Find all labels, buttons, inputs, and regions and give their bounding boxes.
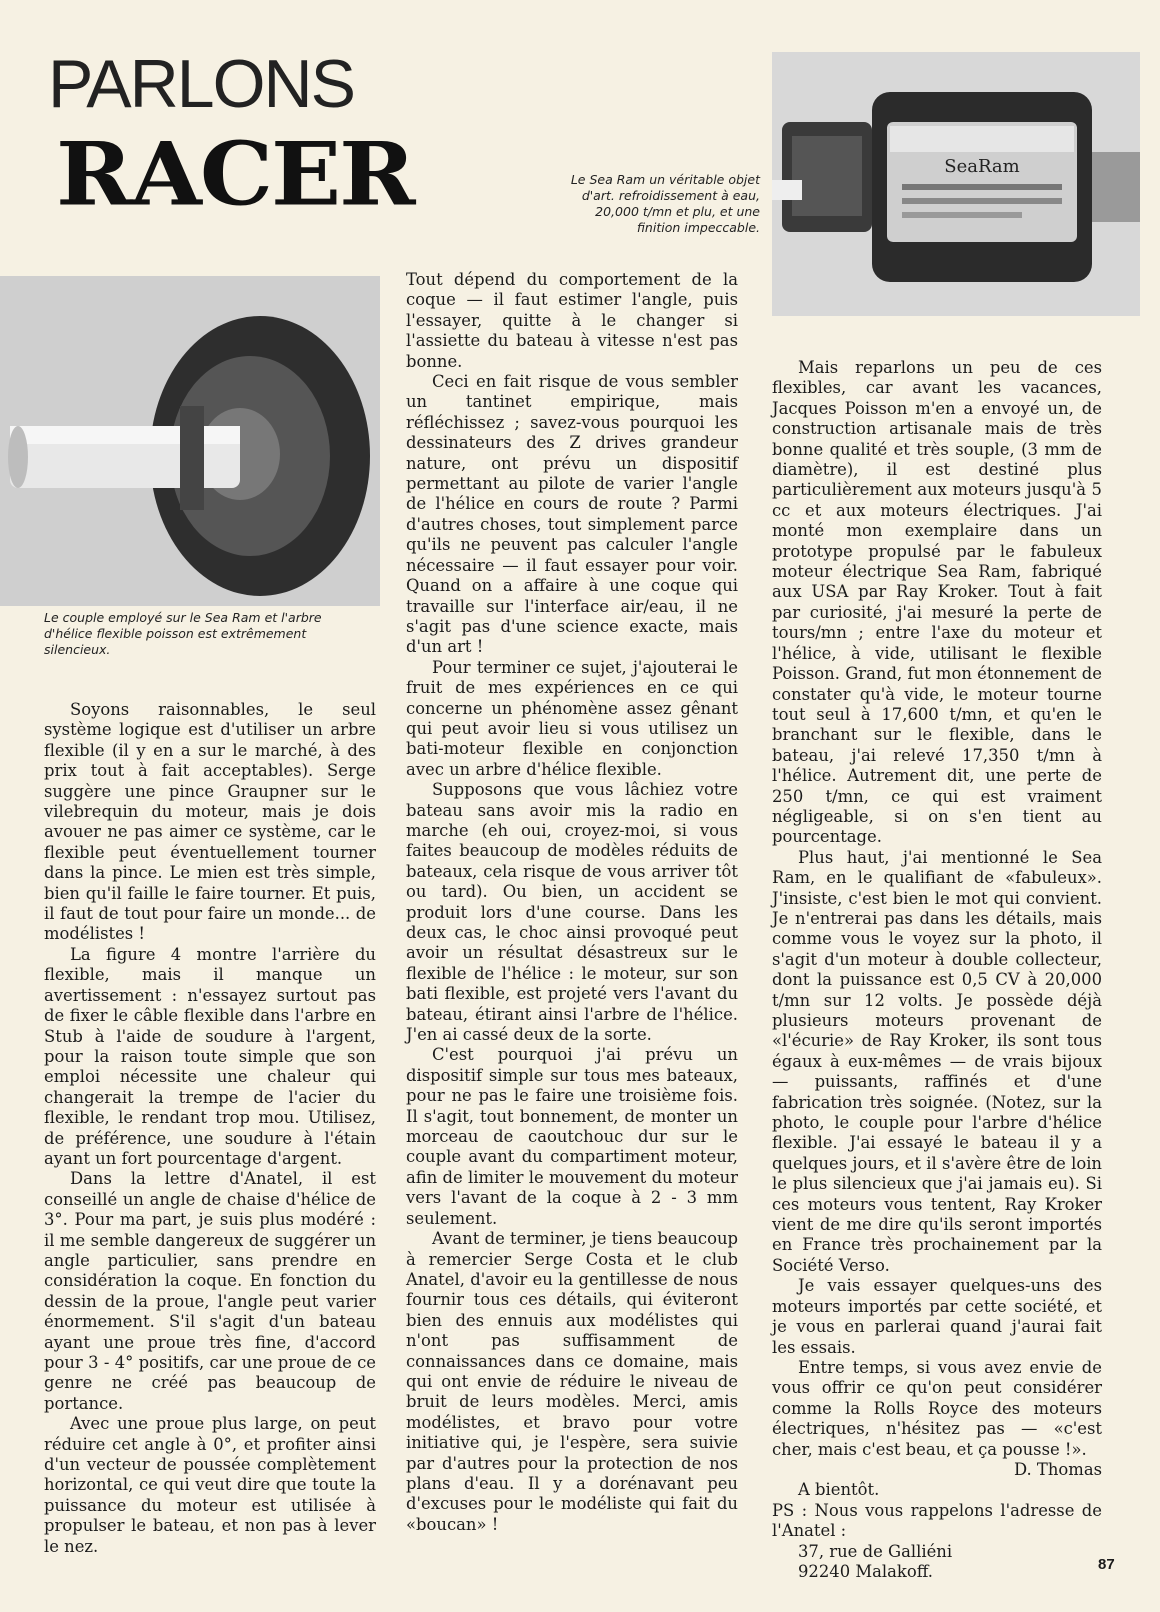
paragraph: Mais reparlons un peu de ces flexibles, car avant les vacances, Jacques Poisson m'en a envoyé un, de construction artisanale mais de très bonne qualité et très souple, (3 mm de diamètre), il est destiné plus particulièrement aux moteurs jusqu'à 5 cc et aux moteurs électriques. J'ai monté mon exemplaire dans un prototype propulsé par le fabuleux moteur électrique Sea Ram, fabriqué aux USA par Ray Kroker. Tout à fait par curiosité, j'ai mesuré la perte de tours/mn ; entre l'axe du moteur et l'hélice, à vide, utilisant le flexible Poisson. Grand, fut mon étonnement de constater qu'à vide, le moteur tourne tout seul à 17,600 t/mn, et qu'en le branchant sur le flexible, dans le bateau, j'ai relevé 17,350 t/mn à l'hélice. Autrement dit, une perte de 250 t/mn, ce qui est vraiment négligeable, si on s'en tient au pourcentage. <box>772 358 1102 847</box>
paragraph: Tout dépend du comportement de la coque — il faut estimer l'angle, puis l'essayer, quitte à le changer si l'assiette du bateau à vitesse n'est pas bonne. <box>406 270 738 371</box>
title-racer: RACER <box>56 122 414 226</box>
paragraph: La figure 4 montre l'arrière du flexible, mais il manque un avertissement : n'essayez surtout pas de fixer le câble flexible dans l'arbre en Stub à l'aide de soudure à l'argent, pour la raison toute simple que son emploi nécessite une chaleur qui changerait la trempe de l'acier du flexible, le rendant trop mou. Utilisez, de préférence, une soudure à l'étain ayant un fort pourcentage d'argent. <box>44 944 376 1168</box>
coupling-illustration <box>0 276 380 606</box>
paragraph: Avant de terminer, je tiens beaucoup à remercier Serge Costa et le club Anatel, d'avoir eu la gentillesse de nous fournir tous ces détails, qui éviteront bien des ennuis aux modélistes qui n'ont pas suffisamment de connaissances dans ce domaine, mais qui ont envie de réduire le niveau de bruit de leurs modèles. Merci, amis modélistes, et bravo pour votre initiative qui, je l'espère, sera suivie par d'autres pour la protection de nos plans d'eau. Il y a dorénavant peu d'excuses pour le modéliste qui fait du «boucan» ! <box>406 1229 738 1534</box>
motor-label-text: SeaRam <box>944 156 1020 177</box>
motor-illustration <box>772 52 1140 316</box>
address-line-2: 92240 Malakoff. <box>798 1561 933 1581</box>
photo-coupling <box>0 276 380 606</box>
photo-sea-ram-motor <box>772 52 1140 316</box>
paragraph: Entre temps, si vous avez envie de vous offrir ce qu'on peut considérer comme la Rolls Royce des moteurs électriques, n'hésitez pas — «c'est cher, mais c'est beau, et ça pousse !». <box>772 1357 1102 1459</box>
address-line-1: 37, rue de Galliéni <box>798 1541 953 1561</box>
paragraph: Ceci en fait risque de vous sembler un tantinet empirique, mais réfléchissez ; savez-vous pourquoi les dessinateurs des Z drives grandeur nature, ont prévu un dispositif permettant au pilote de varier l'angle de l'hélice en cours de route ? Parmi d'autres choses, tout simplement parce qu'ils ne peuvent pas calculer l'angle nécessaire — il faut essayer pour voir. Quand on a affaire à une coque qui travaille sur l'interface air/eau, il ne s'agit pas d'une science exacte, mais d'un art ! <box>406 372 738 657</box>
paragraph: Pour terminer ce sujet, j'ajouterai le fruit de mes expériences en ce qui concerne un phénomène assez gênant qui peut avoir lieu si vous utilisez un bati-moteur flexible en conjonction avec un arbre d'hélice flexible. <box>406 657 738 779</box>
author-signature: D. Thomas <box>1013 1459 1102 1479</box>
caption-photo-left: Le couple employé sur le Sea Ram et l'arbre d'hélice flexible poisson est extrêmement silencieux. <box>44 610 322 657</box>
paragraph: Dans la lettre d'Anatel, il est conseillé un angle de chaise d'hélice de 3°. Pour ma part, je suis plus modéré : il me semble dangereux de suggérer un angle particulier, sans prendre en considération la coque. En fonction du dessin de la proue, l'angle peut varier énormement. S'il s'agit d'un bateau ayant une proue très fine, d'accord pour 3 - 4° positifs, car une proue de ce genre ne créé pas beaucoup de portance. <box>44 1169 376 1413</box>
paragraph: Je vais essayer quelques-uns des moteurs importés par cette société, et je vous en parlerai quand j'aurai fait les essais. <box>772 1276 1102 1357</box>
article-column-3 <box>772 358 1102 1582</box>
article-column-2 <box>406 270 738 1535</box>
article-column-1 <box>44 700 376 1557</box>
page-number: 87 <box>1098 1556 1115 1573</box>
paragraph: Avec une proue plus large, on peut réduire cet angle à 0°, et profiter ainsi d'un vecteur de poussée complètement horizontal, ce qui veut dire que toute la puissance du moteur est utilisée à propulser le bateau, et non pas à lever le nez. <box>44 1414 376 1556</box>
closing-line: A bientôt. <box>798 1480 880 1500</box>
postscript: PS : Nous vous rappelons l'adresse de l'Anatel : <box>772 1500 1102 1541</box>
caption-photo-right: Le Sea Ram un véritable objet d'art. refroidissement à eau, 20,000 t/mn et plu, et une finition impeccable. <box>570 172 760 235</box>
paragraph: Supposons que vous lâchiez votre bateau sans avoir mis la radio en marche (eh oui, croyez-moi, si vous faites beaucoup de modèles réduits de bateaux, cela risque de vous arriver tôt ou tard). Ou bien, un accident se produit lors d'une course. Dans les deux cas, le choc ainsi provoqué peut avoir un résultat désastreux sur le flexible de l'hélice : le moteur, sur son bati flexible, est projeté vers l'avant du bateau, étirant ainsi l'arbre de l'hélice. J'en ai cassé deux de la sorte. <box>406 780 738 1045</box>
title-parlons: PARLONS <box>48 46 354 122</box>
paragraph: Soyons raisonnables, le seul système logique est d'utiliser un arbre flexible (il y en a sur le marché, à des prix tout à fait acceptables). Serge suggère une pince Graupner sur le vilebrequin du moteur, mais je dois avouer ne pas aimer ce système, car le flexible peut éventuellement tourner dans la pince. Le mien est très simple, bien qu'il faille le faire tourner. Et puis, il faut de tout pour faire un monde... de modélistes ! <box>44 700 376 944</box>
paragraph: Plus haut, j'ai mentionné le Sea Ram, en le qualifiant de «fabuleux». J'insiste, c'est bien le mot qui convient. Je n'entrerai pas dans les détails, mais comme vous le voyez sur la photo, il s'agit d'un moteur à double collecteur, dont la puissance est 0,5 CV à 20,000 t/mn sur 12 volts. Je possède déjà plusieurs moteurs provenant de «l'écurie» de Ray Kroker, ils sont tous égaux à eux-mêmes — de vrais bijoux — puissants, raffinés et d'une fabrication très soignée. (Notez, sur la photo, le couple pour l'arbre d'hélice flexible. J'ai essayé le bateau il y a quelques jours, et il s'avère être de loin le plus silencieux que j'ai jamais eu). Si ces moteurs vous tentent, Ray Kroker vient de me dire qu'ils seront importés en France très prochainement par la Société Verso. <box>772 847 1102 1275</box>
paragraph: C'est pourquoi j'ai prévu un dispositif simple sur tous mes bateaux, pour ne pas le faire une troisième fois. Il s'agit, tout bonnement, de monter un morceau de caoutchouc dur sur le couple avant du compartiment moteur, afin de limiter le mouvement du moteur vers l'avant de la coque à 2 - 3 mm seulement. <box>406 1045 738 1228</box>
